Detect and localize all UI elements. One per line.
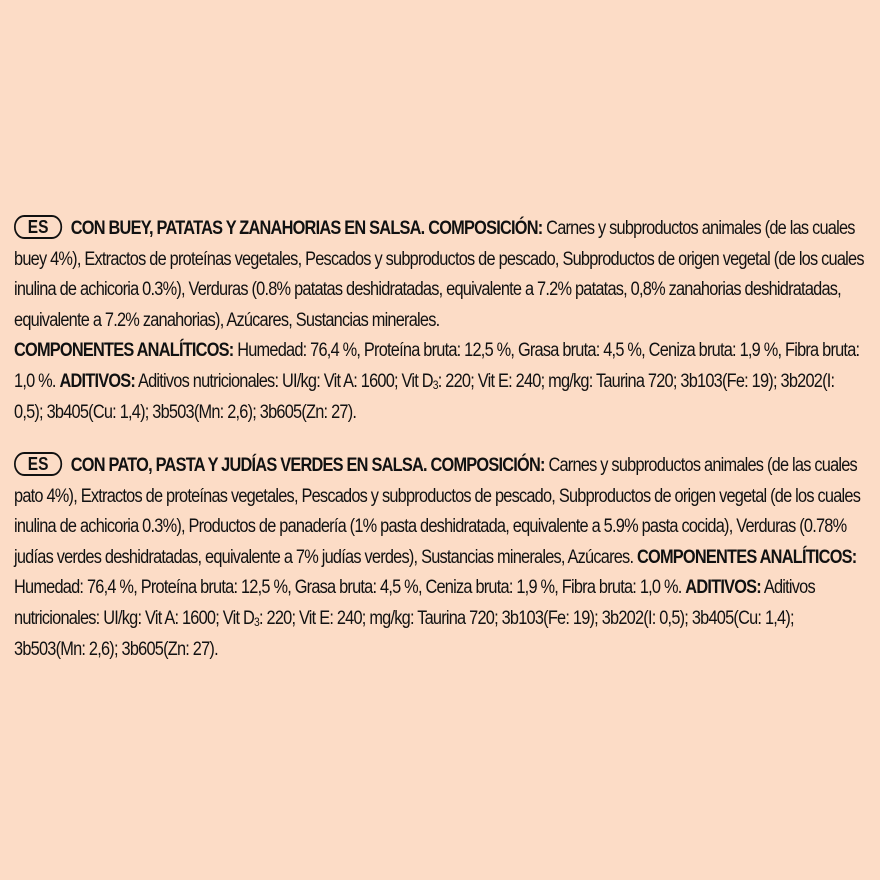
composition-label: COMPOSICIÓN: <box>430 455 545 476</box>
language-badge: ES <box>14 215 62 239</box>
analytic-text: Humedad: 76,4 %, Proteína bruta: 12,5 %, Grasa bruta: 4,5 %, Ceniza bruta: 1,9 %, Fibra bruta: 1,0 %. <box>14 340 860 392</box>
additives-text-pre: Aditivos nutricionales: UI/kg: Vit A: 1600; Vit D <box>137 370 433 392</box>
composition-label: COMPOSICIÓN: <box>428 218 543 239</box>
additives-text-pre: Aditivos nutricionales: UI/kg: Vit A: 1600; Vit D <box>14 577 815 629</box>
additives-text-post: : 220; Vit E: 240; mg/kg: Taurina 720; 3b103(Fe: 19); 3b202(I: 0,5); 3b405(Cu: 1,4); 3b503(Mn: 2,6); 3b605(Zn: 27). <box>14 370 835 423</box>
vitamin-d-subscript: 3 <box>254 614 259 629</box>
additives-label: ADITIVOS: <box>685 577 761 599</box>
product-title: CON PATO, PASTA Y JUDÍAS VERDES EN SALSA. <box>70 455 427 476</box>
analytic-text: Humedad: 76,4 %, Proteína bruta: 12,5 %, Grasa bruta: 4,5 %, Ceniza bruta: 1,9 %, Fibra bruta: 1,0 %. <box>14 577 682 599</box>
composition-text: Carnes y subproductos animales (de las cuales pato 4%), Extractos de proteínas vegetales, Pescados y subproductos de pescado, Subproductos de origen vegetal (de los cuales inulina de achicoria 0.3%), Productos de panadería (1% pasta deshidratada, equivalente a 5.9% pasta cocida), Verduras (0.78% judías verdes deshidratadas, equivalente a 7% judías verdes), Sustancias minerales, Azúcares. <box>14 455 861 568</box>
product-text-block <box>14 451 865 665</box>
additives-label: ADITIVOS: <box>59 370 136 392</box>
additives-text-post: : 220; Vit E: 240; mg/kg: Taurina 720; 3b103(Fe: 19); 3b202(I: 0,5); 3b405(Cu: 1,4); 3b503(Mn: 2,6); 3b605(Zn: 27). <box>14 607 794 660</box>
analytic-label: COMPONENTES ANALÍTICOS: <box>637 546 857 568</box>
language-badge: ES <box>14 452 62 476</box>
product-text-block <box>14 214 865 428</box>
analytic-label: COMPONENTES ANALÍTICOS: <box>14 340 234 362</box>
composition-text: Carnes y subproductos animales (de las cuales buey 4%), Extractos de proteínas vegetales, Pescados y subproductos de pescado, Subproductos de origen vegetal (de los cuales inulina de achicoria 0.3%), Verduras (0.8% patatas deshidratadas, equivalente a 7.2% patatas, 0,8% zanahorias deshidratadas, equivalente a 7.2% zanahorias), Azúcares, Sustancias minerales. <box>14 218 864 331</box>
product-title: CON BUEY, PATATAS Y ZANAHORIAS EN SALSA. <box>70 218 425 239</box>
vitamin-d-subscript: 3 <box>432 377 438 392</box>
